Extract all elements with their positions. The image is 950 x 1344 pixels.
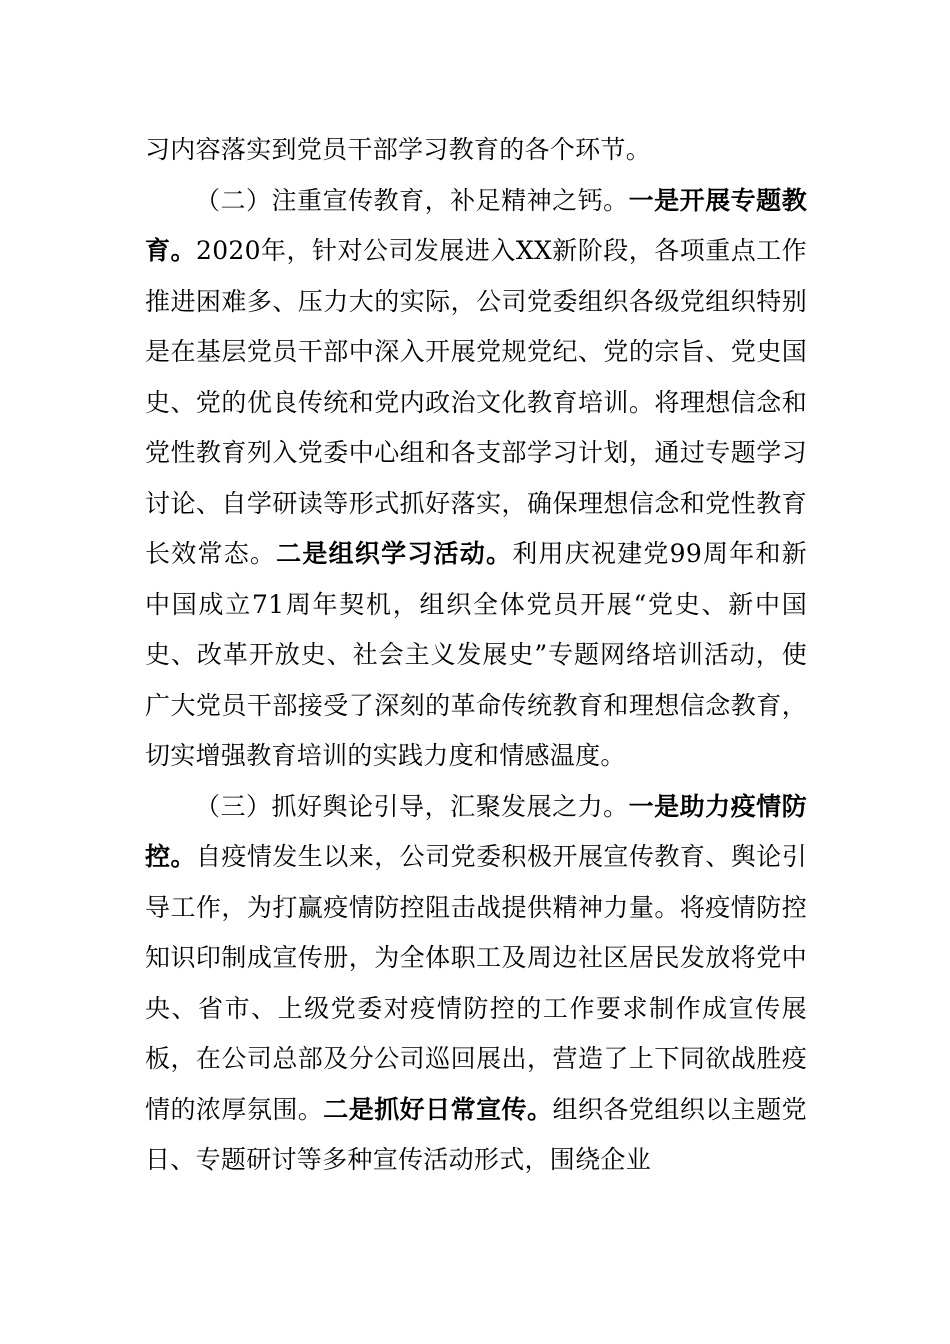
bold-point-2: 二是抓好日常宣传。: [323, 1094, 553, 1124]
section-heading-2: （二）注重宣传教育，补足精神之钙。: [195, 185, 629, 215]
text-run: 自疫情发生以来，公司党委积极开展宣传教育、舆论引导工作，为打赢疫情防控阻击战提供精神力量。将疫情防控知识印制成宣传册，为全体职工及周边社区居民发放将党中央、省市、上级党委对疫情防控的工作要求制作成宣传展板，在公司总部及分公司巡回展出，营造了上下同欲战胜疫情的浓厚氛围。: [145, 842, 807, 1124]
document-body: [145, 125, 807, 1186]
paragraph-continuation: [145, 125, 807, 176]
bold-point-2: 二是组织学习活动。: [276, 539, 513, 568]
bold-point-1: 一是开展专题教育。: [145, 185, 807, 265]
text-run: 利用庆祝建党99周年和新中国成立71周年契机，组织全体党员开展“党史、新中国史、改革开放史、社会主义发展史”专题网络培训活动，使广大党员干部接受了深刻的革命传统教育和理想信念教育，切实增强教育培训的实践力度和情感温度。: [145, 539, 807, 770]
text-run: 组织各党组织以主题党日、专题研讨等多种宣传活动形式，围绕企业: [145, 1094, 807, 1174]
text-run: 2020年，针对公司发展进入XX新阶段，各项重点工作推进困难多、压力大的实际，公司党委组织各级党组织特别是在基层党员干部中深入开展党规党纪、党的宗旨、党史国史、党的优良传统和党内政治文化教育培训。将理想信念和党性教育列入党委中心组和各支部学习计划，通过专题学习讨论、自学研读等形式抓好落实，确保理想信念和党性教育长效常态。: [145, 236, 807, 568]
paragraph-public-opinion: [145, 782, 807, 1186]
paragraph-propaganda-education: [145, 176, 807, 782]
section-heading-3: （三）抓好舆论引导，汇聚发展之力。: [195, 791, 629, 821]
text-run: 习内容落实到党员干部学习教育的各个环节。: [145, 135, 652, 164]
bold-point-1: 一是助力疫情防控。: [145, 791, 807, 871]
